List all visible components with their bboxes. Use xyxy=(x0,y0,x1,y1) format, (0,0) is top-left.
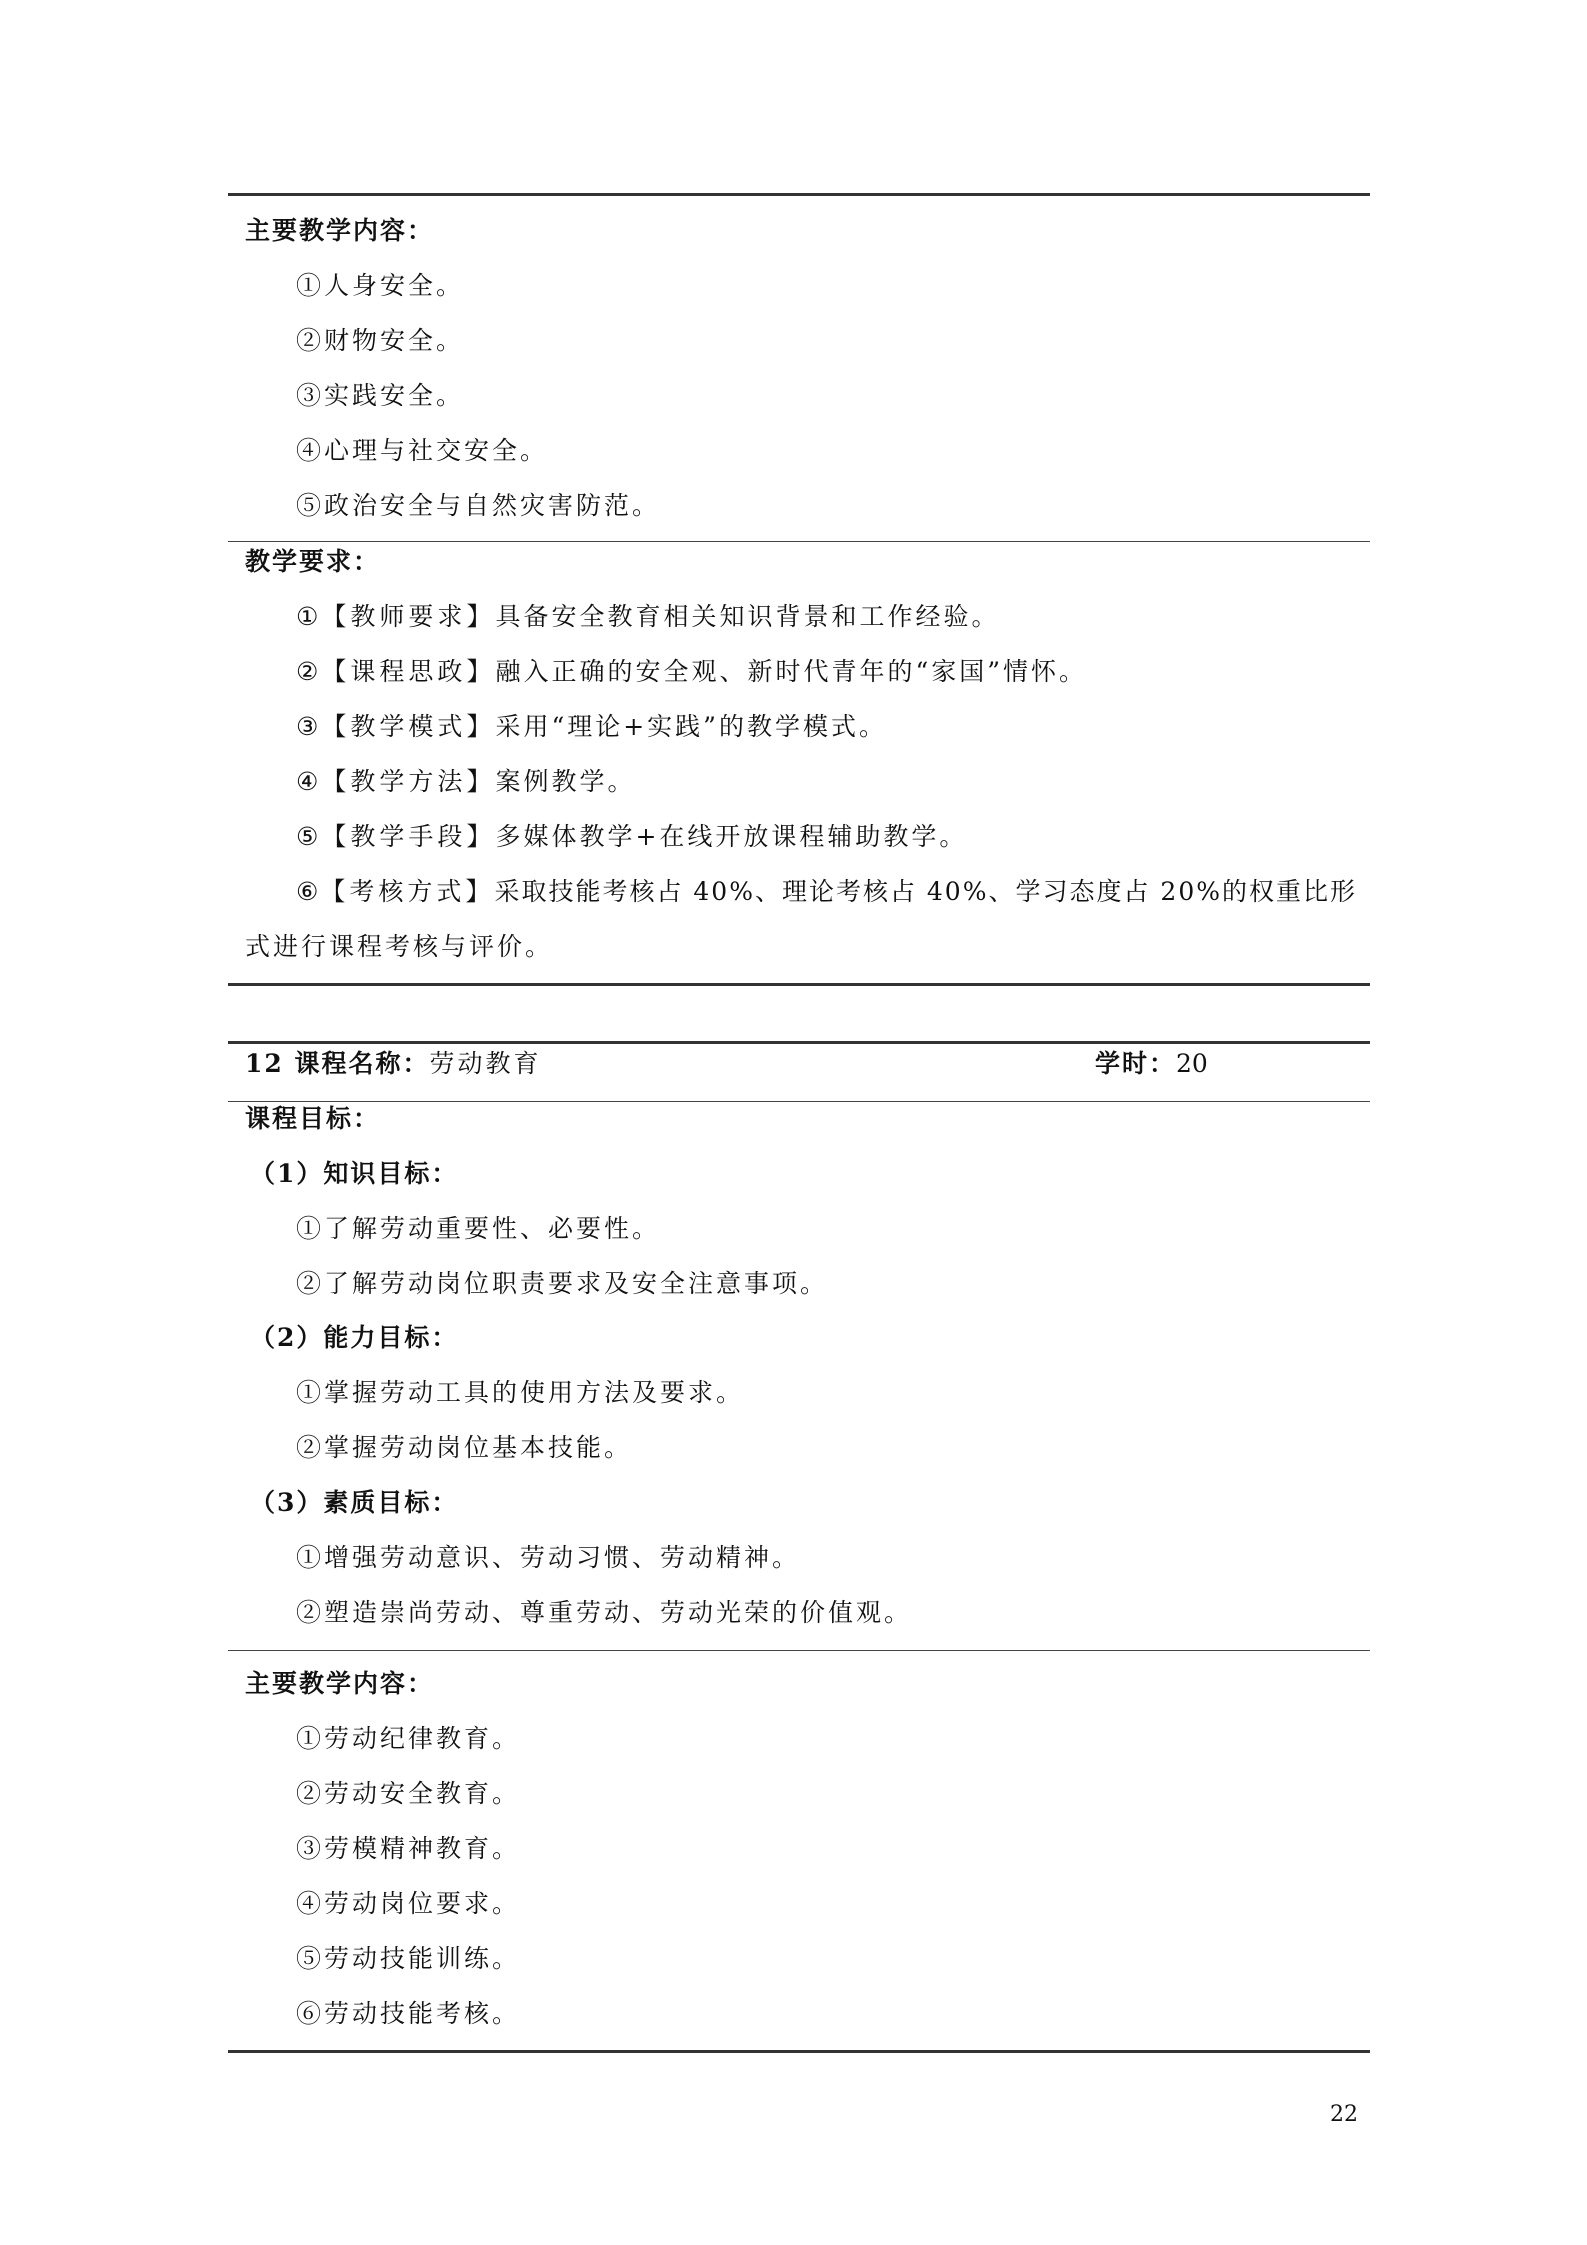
requirement-item xyxy=(296,600,999,634)
course-name-label: 12 课程名称： xyxy=(245,1049,430,1078)
requirements-heading: 教学要求： xyxy=(245,547,381,576)
divider xyxy=(228,1650,1370,1651)
ability-item: ②掌握劳动岗位基本技能。 xyxy=(296,1433,633,1462)
content-item: ①人身安全。 xyxy=(296,271,465,300)
course-title xyxy=(245,1047,542,1081)
goals-heading: 课程目标： xyxy=(245,1104,381,1133)
requirement-tag: 【教学手段】 xyxy=(321,822,496,851)
quality-heading: （3）素质目标： xyxy=(250,1488,459,1517)
quality-item: ①增强劳动意识、劳动习惯、劳动精神。 xyxy=(296,1543,801,1572)
content-item: ④心理与社交安全。 xyxy=(296,436,549,465)
ability-item: ①掌握劳动工具的使用方法及要求。 xyxy=(296,1378,745,1407)
requirement-number: ④ xyxy=(296,767,322,796)
requirement-tag: 【课程思政】 xyxy=(321,657,496,686)
knowledge-item: ①了解劳动重要性、必要性。 xyxy=(296,1214,661,1243)
course-name: 劳动教育 xyxy=(429,1049,542,1078)
content-item: ③实践安全。 xyxy=(296,381,465,410)
content-item: ⑤政治安全与自然灾害防范。 xyxy=(296,491,661,520)
requirement-number: ③ xyxy=(296,712,322,741)
requirement-tag: 【教学方法】 xyxy=(321,767,496,796)
hours-value: 20 xyxy=(1176,1049,1208,1078)
course-top-rule xyxy=(228,1041,1370,1044)
divider xyxy=(228,541,1370,542)
content-heading: 主要教学内容： xyxy=(245,216,435,245)
page-number: 22 xyxy=(1330,2102,1358,2127)
requirement-text: 案例教学。 xyxy=(495,767,636,796)
content-heading: 主要教学内容： xyxy=(245,1669,435,1698)
requirement-item xyxy=(296,655,1087,689)
content-item: ①劳动纪律教育。 xyxy=(296,1724,521,1753)
ability-heading: （2）能力目标： xyxy=(250,1323,459,1352)
content-item: ③劳模精神教育。 xyxy=(296,1834,521,1863)
requirement-text: 采用“理论+实践”的教学模式。 xyxy=(495,712,887,741)
requirement-number: ① xyxy=(296,602,322,631)
content-item: ②财物安全。 xyxy=(296,326,465,355)
requirement-text: 具备安全教育相关知识背景和工作经验。 xyxy=(495,602,1000,631)
course-hours xyxy=(1095,1047,1208,1081)
section-end-rule xyxy=(228,983,1370,986)
bottom-rule xyxy=(228,2050,1370,2053)
knowledge-item: ②了解劳动岗位职责要求及安全注意事项。 xyxy=(296,1269,829,1298)
content-item: ②劳动安全教育。 xyxy=(296,1779,521,1808)
requirement-text: 采取技能考核占 40%、理论考核占 40%、学习态度占 20%的权重比形 xyxy=(494,877,1357,906)
requirement-item xyxy=(296,765,635,799)
top-rule xyxy=(228,193,1370,196)
requirement-number: ⑤ xyxy=(296,822,322,851)
content-item: ⑥劳动技能考核。 xyxy=(296,1999,521,2028)
requirement-number: ② xyxy=(296,657,322,686)
divider xyxy=(228,1101,1370,1102)
requirement-text: 多媒体教学+在线开放课程辅助教学。 xyxy=(495,822,968,851)
requirement-tag: 【教学模式】 xyxy=(321,712,496,741)
requirement-tag: 【考核方式】 xyxy=(320,877,495,906)
requirement-item xyxy=(296,820,967,854)
hours-label: 学时： xyxy=(1095,1049,1177,1078)
requirement-tag: 【教师要求】 xyxy=(321,602,496,631)
quality-item: ②塑造崇尚劳动、尊重劳动、劳动光荣的价值观。 xyxy=(296,1598,913,1627)
requirement-text: 融入正确的安全观、新时代青年的“家国”情怀。 xyxy=(495,657,1088,686)
content-item: ④劳动岗位要求。 xyxy=(296,1889,521,1918)
requirement-continuation: 式进行课程考核与评价。 xyxy=(245,932,554,961)
content-item: ⑤劳动技能训练。 xyxy=(296,1944,521,1973)
requirement-item xyxy=(296,710,887,744)
knowledge-heading: （1）知识目标： xyxy=(250,1159,459,1188)
requirement-item xyxy=(296,875,1357,909)
requirement-number: ⑥ xyxy=(296,877,321,906)
